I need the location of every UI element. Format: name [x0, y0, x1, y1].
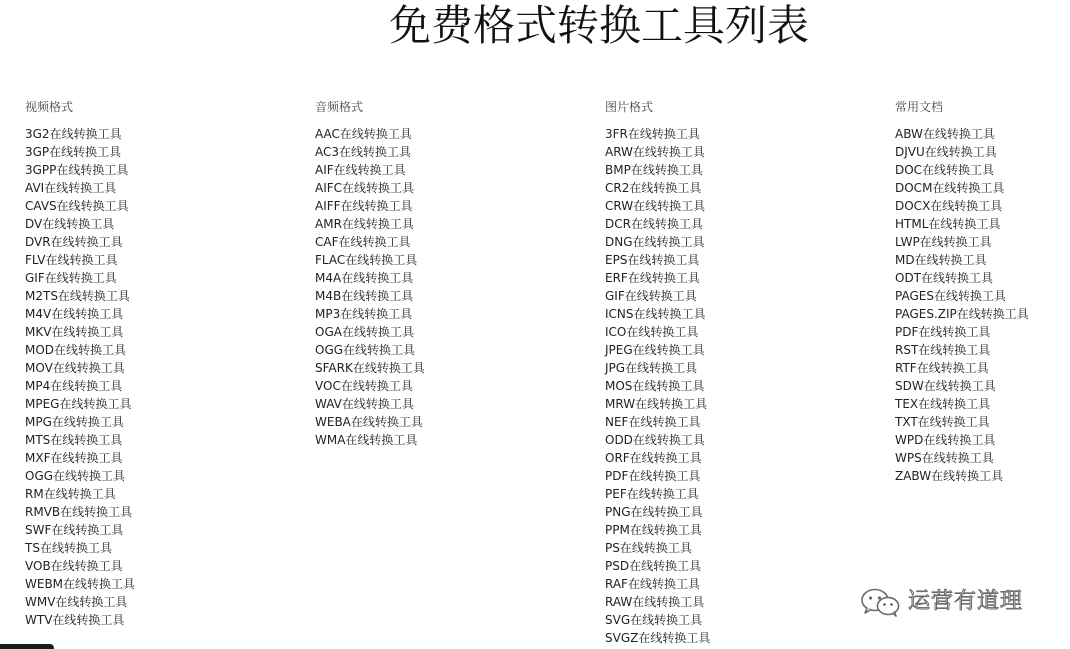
tool-link[interactable]: LWP在线转换工具 [895, 235, 992, 249]
list-item [605, 557, 710, 575]
corner-bar [0, 644, 54, 649]
tool-link[interactable]: AIF在线转换工具 [315, 163, 406, 177]
list-item [315, 305, 425, 323]
list-item [25, 467, 135, 485]
tool-link[interactable]: BMP在线转换工具 [605, 163, 703, 177]
tool-link[interactable]: PAGES在线转换工具 [895, 289, 1006, 303]
list-item [605, 431, 710, 449]
list-item [605, 485, 710, 503]
tool-link[interactable]: RST在线转换工具 [895, 343, 991, 357]
tool-link[interactable]: ARW在线转换工具 [605, 145, 705, 159]
list-item [895, 305, 1029, 323]
tool-link[interactable]: AAC在线转换工具 [315, 127, 412, 141]
list-item [25, 575, 135, 593]
tool-link[interactable]: MD在线转换工具 [895, 253, 987, 267]
tool-link[interactable]: WTV在线转换工具 [25, 613, 125, 627]
list-item [895, 287, 1029, 305]
tool-link[interactable]: PNG在线转换工具 [605, 505, 703, 519]
tool-link[interactable]: PEF在线转换工具 [605, 487, 699, 501]
tool-link[interactable]: 3GP在线转换工具 [25, 145, 122, 159]
list-item [315, 359, 425, 377]
list-item [895, 251, 1029, 269]
tool-link[interactable]: PAGES.ZIP在线转换工具 [895, 307, 1029, 321]
list-item [25, 611, 135, 629]
tool-link[interactable]: TS在线转换工具 [25, 541, 112, 555]
list-item [315, 161, 425, 179]
tool-link[interactable]: MTS在线转换工具 [25, 433, 123, 447]
tool-link[interactable]: DOCM在线转换工具 [895, 181, 1005, 195]
column-heading: 音频格式 [315, 100, 364, 114]
list-item [895, 431, 1029, 449]
tool-link[interactable]: PS在线转换工具 [605, 541, 692, 555]
list-item [605, 269, 710, 287]
column-heading: 视频格式 [25, 100, 74, 114]
list-item [895, 377, 1029, 395]
list-item [315, 233, 425, 251]
tool-link[interactable]: AIFF在线转换工具 [315, 199, 413, 213]
list-item [315, 125, 425, 143]
list-item [25, 323, 135, 341]
tool-list [605, 125, 710, 647]
list-item [605, 521, 710, 539]
list-item [25, 233, 135, 251]
tool-link[interactable]: WAV在线转换工具 [315, 397, 414, 411]
tool-link[interactable]: WEBM在线转换工具 [25, 577, 136, 591]
tool-link[interactable]: MKV在线转换工具 [25, 325, 124, 339]
watermark-text: 运营有道理 [908, 589, 1024, 614]
tool-link[interactable]: SDW在线转换工具 [895, 379, 996, 393]
list-item [605, 251, 710, 269]
list-item [25, 341, 135, 359]
tool-link[interactable]: ERF在线转换工具 [605, 271, 700, 285]
tool-link[interactable]: CRW在线转换工具 [605, 199, 706, 213]
list-item [25, 143, 135, 161]
tool-list [895, 125, 1029, 485]
list-item [605, 575, 710, 593]
tool-link[interactable]: DNG在线转换工具 [605, 235, 705, 249]
list-item [605, 323, 710, 341]
list-item [25, 539, 135, 557]
tool-link[interactable]: DJVU在线转换工具 [895, 145, 997, 159]
tool-link[interactable]: TEX在线转换工具 [895, 397, 991, 411]
tool-link[interactable]: CAVS在线转换工具 [25, 199, 129, 213]
tool-link[interactable]: DOCX在线转换工具 [895, 199, 1003, 213]
tool-link[interactable]: NEF在线转换工具 [605, 415, 701, 429]
tool-link[interactable]: RAF在线转换工具 [605, 577, 700, 591]
tool-link[interactable]: ODD在线转换工具 [605, 433, 705, 447]
tool-link[interactable]: JPEG在线转换工具 [605, 343, 705, 357]
list-item [315, 413, 425, 431]
list-item [315, 341, 425, 359]
list-item [605, 287, 710, 305]
tool-link[interactable]: MXF在线转换工具 [25, 451, 123, 465]
list-item [315, 251, 425, 269]
tool-link[interactable]: M2TS在线转换工具 [25, 289, 130, 303]
list-item [605, 377, 710, 395]
list-item [605, 593, 710, 611]
tool-link[interactable]: ORF在线转换工具 [605, 451, 702, 465]
tool-link[interactable]: ICNS在线转换工具 [605, 307, 706, 321]
tool-link[interactable]: RM在线转换工具 [25, 487, 116, 501]
tool-link[interactable]: WMV在线转换工具 [25, 595, 128, 609]
list-item [25, 377, 135, 395]
tool-link[interactable]: AIFC在线转换工具 [315, 181, 415, 195]
list-item [895, 125, 1029, 143]
tool-link[interactable]: WPS在线转换工具 [895, 451, 994, 465]
list-item [315, 215, 425, 233]
list-item [895, 143, 1029, 161]
list-item [895, 233, 1029, 251]
list-item [315, 269, 425, 287]
watermark [858, 586, 1023, 618]
list-item [25, 359, 135, 377]
tool-link[interactable]: FLV在线转换工具 [25, 253, 118, 267]
tool-link[interactable]: JPG在线转换工具 [605, 361, 698, 375]
list-item [605, 161, 710, 179]
list-item [25, 503, 135, 521]
tool-link[interactable]: EPS在线转换工具 [605, 253, 700, 267]
list-item [25, 485, 135, 503]
list-item [605, 503, 710, 521]
list-item [605, 539, 710, 557]
tool-link[interactable]: OGG在线转换工具 [315, 343, 416, 357]
tool-link[interactable]: MP3在线转换工具 [315, 307, 413, 321]
list-item [895, 269, 1029, 287]
tool-link[interactable]: DCR在线转换工具 [605, 217, 703, 231]
list-item [895, 413, 1029, 431]
column-heading: 常用文档 [895, 100, 944, 114]
list-item [605, 179, 710, 197]
tool-link[interactable]: PDF在线转换工具 [895, 325, 991, 339]
tool-link[interactable]: DV在线转换工具 [25, 217, 115, 231]
tool-link[interactable]: MOD在线转换工具 [25, 343, 127, 357]
tool-link[interactable]: VOC在线转换工具 [315, 379, 413, 393]
tool-link[interactable]: SVGZ在线转换工具 [605, 631, 711, 645]
tool-link[interactable]: RTF在线转换工具 [895, 361, 989, 375]
tool-link[interactable]: TXT在线转换工具 [895, 415, 990, 429]
list-item [895, 323, 1029, 341]
tool-link[interactable]: ICO在线转换工具 [605, 325, 699, 339]
list-item [605, 449, 710, 467]
list-item [605, 305, 710, 323]
list-item [605, 611, 710, 629]
list-item [895, 215, 1029, 233]
page-title: 免费格式转换工具列表 [388, 1, 809, 50]
tool-link[interactable]: VOB在线转换工具 [25, 559, 123, 573]
list-item [895, 179, 1029, 197]
tool-link[interactable]: M4B在线转换工具 [315, 289, 414, 303]
list-item [25, 413, 135, 431]
tool-link[interactable]: 3GPP在线转换工具 [25, 163, 129, 177]
list-item [895, 395, 1029, 413]
list-item [25, 431, 135, 449]
column-heading: 图片格式 [605, 100, 654, 114]
tool-link[interactable]: PPM在线转换工具 [605, 523, 702, 537]
list-item [605, 395, 710, 413]
tool-link[interactable]: SWF在线转换工具 [25, 523, 124, 537]
list-item [895, 341, 1029, 359]
tool-list [25, 125, 135, 629]
tool-link[interactable]: HTML在线转换工具 [895, 217, 1001, 231]
list-item [25, 125, 135, 143]
tool-link[interactable]: ODT在线转换工具 [895, 271, 994, 285]
tool-link[interactable]: RAW在线转换工具 [605, 595, 705, 609]
tool-link[interactable]: DOC在线转换工具 [895, 163, 995, 177]
list-item [315, 197, 425, 215]
list-item [315, 179, 425, 197]
column-audio-formats [315, 98, 425, 449]
tool-link[interactable]: OGA在线转换工具 [315, 325, 414, 339]
tool-link[interactable]: WPD在线转换工具 [895, 433, 996, 447]
list-item [895, 161, 1029, 179]
tool-link[interactable]: 3FR在线转换工具 [605, 127, 700, 141]
tool-link[interactable]: MP4在线转换工具 [25, 379, 123, 393]
tool-link[interactable]: M4A在线转换工具 [315, 271, 414, 285]
tool-link[interactable]: CAF在线转换工具 [315, 235, 411, 249]
list-item [315, 287, 425, 305]
list-item [605, 413, 710, 431]
list-item [605, 629, 710, 647]
list-item [605, 125, 710, 143]
list-item [895, 197, 1029, 215]
tool-link[interactable]: PDF在线转换工具 [605, 469, 701, 483]
list-item [25, 557, 135, 575]
list-item [605, 197, 710, 215]
tool-link[interactable]: MPG在线转换工具 [25, 415, 124, 429]
list-item [605, 359, 710, 377]
tool-link[interactable]: 3G2在线转换工具 [25, 127, 122, 141]
tool-link[interactable]: M4V在线转换工具 [25, 307, 124, 321]
tool-link[interactable]: RMVB在线转换工具 [25, 505, 133, 519]
list-item [315, 377, 425, 395]
list-item [315, 143, 425, 161]
list-item [605, 341, 710, 359]
tool-link[interactable]: MOS在线转换工具 [605, 379, 705, 393]
list-item [25, 179, 135, 197]
tool-link[interactable]: SFARK在线转换工具 [315, 361, 425, 375]
list-item [25, 251, 135, 269]
tool-link[interactable]: WMA在线转换工具 [315, 433, 418, 447]
list-item [605, 467, 710, 485]
tool-link[interactable]: OGG在线转换工具 [25, 469, 126, 483]
tool-link[interactable]: CR2在线转换工具 [605, 181, 702, 195]
list-item [605, 143, 710, 161]
column-document-formats [895, 98, 1029, 485]
list-item [315, 323, 425, 341]
list-item [25, 305, 135, 323]
list-item [25, 593, 135, 611]
tool-link[interactable]: ABW在线转换工具 [895, 127, 995, 141]
tool-list [315, 125, 425, 449]
tool-link[interactable]: MPEG在线转换工具 [25, 397, 132, 411]
list-item [25, 269, 135, 287]
tool-link[interactable]: FLAC在线转换工具 [315, 253, 418, 267]
list-item [25, 521, 135, 539]
list-item [315, 431, 425, 449]
tool-link[interactable]: ZABW在线转换工具 [895, 469, 1004, 483]
list-item [895, 449, 1029, 467]
list-item [25, 287, 135, 305]
list-item [605, 233, 710, 251]
list-item [25, 395, 135, 413]
list-item [895, 467, 1029, 485]
tool-link[interactable]: PSD在线转换工具 [605, 559, 702, 573]
list-item [25, 449, 135, 467]
list-item [315, 395, 425, 413]
tool-link[interactable]: GIF在线转换工具 [25, 271, 117, 285]
tool-link[interactable]: AVI在线转换工具 [25, 181, 117, 195]
tool-link[interactable]: WEBA在线转换工具 [315, 415, 423, 429]
tool-link[interactable]: MRW在线转换工具 [605, 397, 708, 411]
list-item [895, 359, 1029, 377]
list-item [25, 197, 135, 215]
tool-link[interactable]: DVR在线转换工具 [25, 235, 123, 249]
list-item [605, 215, 710, 233]
tool-link[interactable]: GIF在线转换工具 [605, 289, 697, 303]
tool-link[interactable]: MOV在线转换工具 [25, 361, 125, 375]
list-item [25, 161, 135, 179]
column-video-formats [25, 98, 135, 629]
list-item [25, 215, 135, 233]
tool-link[interactable]: AC3在线转换工具 [315, 145, 412, 159]
tool-link[interactable]: SVG在线转换工具 [605, 613, 703, 627]
tool-link[interactable]: AMR在线转换工具 [315, 217, 414, 231]
column-image-formats [605, 98, 710, 647]
wechat-icon [858, 587, 902, 617]
